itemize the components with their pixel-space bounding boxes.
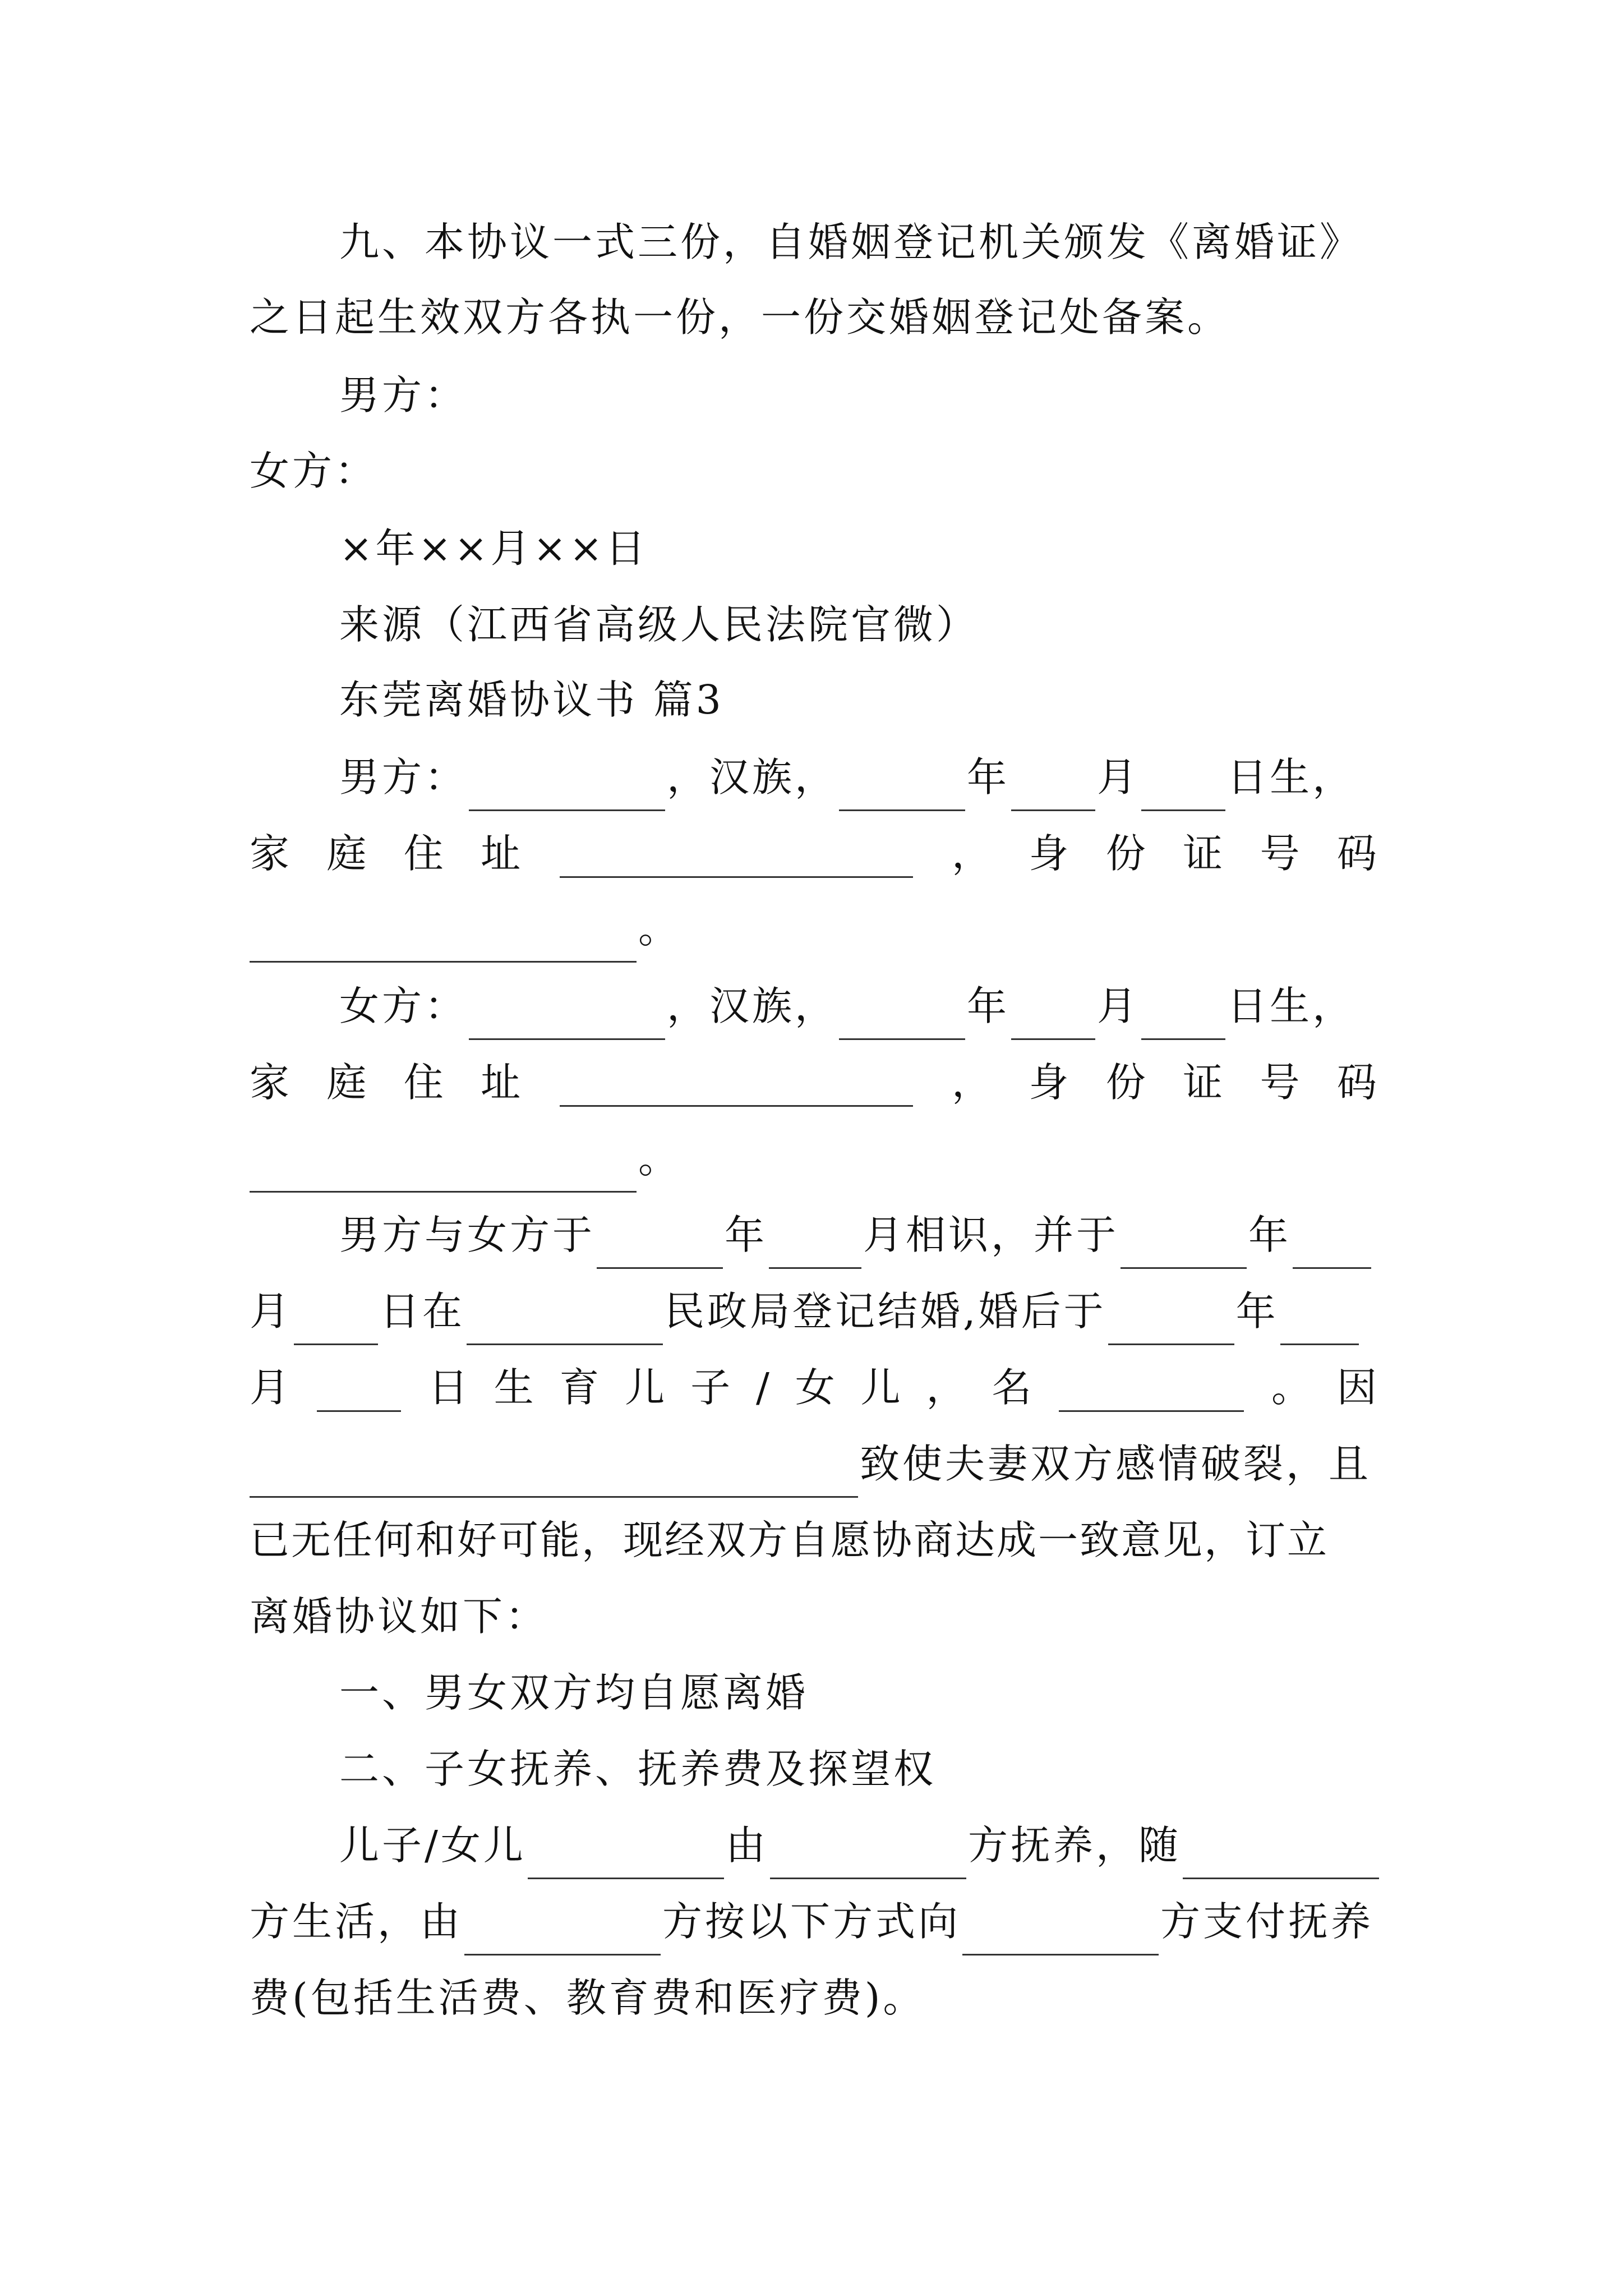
male-address-char: 址 xyxy=(481,830,521,877)
female-address-char: 庭 xyxy=(326,1059,367,1106)
male-address-line xyxy=(250,820,1377,887)
met-month-blank xyxy=(769,1221,861,1269)
female-address-comma: ， xyxy=(951,1059,992,1106)
female-ethnicity: ，汉族， xyxy=(667,983,838,1029)
female-id-char: 份 xyxy=(1105,1059,1146,1106)
child-text-char: 女 xyxy=(795,1364,835,1411)
custody-child-text: 儿子/女儿 xyxy=(339,1822,526,1869)
female-id-period: 。 xyxy=(638,1135,681,1182)
male-ethnicity: ，汉族， xyxy=(667,754,838,800)
met-month-text: 月相识，并于 xyxy=(863,1212,1119,1258)
child-text-char: 日 xyxy=(428,1364,468,1411)
marriage-day-text: 日在 xyxy=(380,1288,465,1335)
marriage-day-blank xyxy=(294,1297,378,1345)
female-label: 女方： xyxy=(339,983,468,1029)
male-info-line xyxy=(339,744,1377,811)
female-address-char: 家 xyxy=(250,1059,290,1106)
male-id-blank xyxy=(250,915,637,963)
female-id-char: 身 xyxy=(1029,1059,1069,1106)
child-text-char: 名 xyxy=(992,1364,1032,1411)
child-birth-year-blank xyxy=(1108,1297,1234,1345)
male-id-char: 号 xyxy=(1260,830,1300,877)
support-note-line: 费(包括生活费、教育费和医疗费)。 xyxy=(250,1975,926,2021)
male-signature-label: 男方： xyxy=(339,372,468,418)
child-name-blank xyxy=(528,1832,724,1879)
item-1: 一、男女双方均自愿离婚 xyxy=(339,1669,809,1716)
female-month-char: 月 xyxy=(1097,983,1140,1029)
child-name-blank xyxy=(1059,1364,1244,1412)
item-2: 二、子女抚养、抚养费及探望权 xyxy=(339,1746,937,1792)
female-day-born: 日生， xyxy=(1227,983,1355,1029)
male-id-line xyxy=(250,895,1377,963)
child-born-line xyxy=(250,1354,1377,1421)
female-id-char: 号 xyxy=(1260,1059,1300,1106)
female-signature-label: 女方： xyxy=(250,448,378,494)
child-birth-day-blank xyxy=(317,1364,401,1412)
child-text-char: 月 xyxy=(250,1364,290,1411)
reason-blank xyxy=(250,1450,858,1498)
child-text-char: ， xyxy=(926,1364,966,1411)
met-text: 男方与女方于 xyxy=(339,1212,596,1258)
no-reconcile-line: 已无任何和好可能，现经双方自愿协商达成一致意见，订立 xyxy=(250,1517,1329,1563)
living-with-blank xyxy=(1183,1832,1379,1879)
male-birth-day-blank xyxy=(1141,763,1225,811)
female-birth-month-blank xyxy=(1011,992,1095,1040)
clause-9-line-1: 九、本协议一式三份，自婚姻登记机关颁发《离婚证》 xyxy=(339,219,1363,265)
custody-line xyxy=(339,1812,1377,1879)
male-id-char: 证 xyxy=(1183,830,1223,877)
civil-affairs-bureau-blank xyxy=(467,1297,663,1345)
female-address-blank xyxy=(560,1059,913,1107)
female-birth-day-blank xyxy=(1141,992,1225,1040)
payer-blank xyxy=(464,1908,661,1955)
child-text-char: 儿 xyxy=(860,1364,901,1411)
female-name-blank xyxy=(469,992,665,1040)
child-text-char: / xyxy=(756,1364,769,1411)
female-address-char: 住 xyxy=(403,1059,444,1106)
payee-blank xyxy=(962,1908,1159,1955)
clause-9-line-2: 之日起生效双方各执一份，一份交婚姻登记处备案。 xyxy=(250,294,1230,341)
child-text-char: 生 xyxy=(494,1364,534,1411)
male-id-char: 码 xyxy=(1336,830,1377,877)
met-year-char: 年 xyxy=(725,1212,768,1258)
custodian-blank xyxy=(770,1832,966,1879)
male-day-born: 日生， xyxy=(1227,754,1355,800)
breakdown-line xyxy=(250,1430,1377,1498)
female-address-char: 址 xyxy=(481,1059,521,1106)
male-address-char: 住 xyxy=(403,830,444,877)
female-address-line xyxy=(250,1049,1377,1116)
male-birth-month-blank xyxy=(1011,763,1095,811)
source-note: 来源（江西省高级人民法院官微） xyxy=(339,601,979,648)
child-text-char: 儿 xyxy=(625,1364,665,1411)
breakdown-text: 致使夫妻双方感情破裂，且 xyxy=(860,1441,1372,1487)
female-id-line xyxy=(250,1125,1377,1193)
male-year-char: 年 xyxy=(967,754,1010,800)
female-id-blank xyxy=(250,1145,637,1193)
female-id-char: 码 xyxy=(1336,1059,1377,1106)
marriage-text: 民政局登记结婚,婚后于 xyxy=(665,1288,1106,1335)
section-heading: 东莞离婚协议书 篇3 xyxy=(339,677,724,723)
signature-date: ×年××月××日 xyxy=(339,525,648,572)
female-year-char: 年 xyxy=(967,983,1010,1029)
male-id-char: 份 xyxy=(1105,830,1146,877)
marriage-month-blank xyxy=(1293,1221,1371,1269)
male-address-comma: ， xyxy=(951,830,992,877)
female-info-line xyxy=(339,973,1377,1040)
male-address-char: 庭 xyxy=(326,830,367,877)
child-text-char: 子 xyxy=(690,1364,731,1411)
male-month-char: 月 xyxy=(1097,754,1140,800)
support-text-b: 方按以下方式向 xyxy=(662,1898,961,1945)
marriage-line xyxy=(250,1278,1377,1345)
male-address-char: 家 xyxy=(250,830,290,877)
male-name-blank xyxy=(469,763,665,811)
met-line xyxy=(339,1202,1377,1269)
child-text-char: 因 xyxy=(1336,1364,1377,1411)
agreement-intro-line: 离婚协议如下： xyxy=(250,1593,548,1640)
marriage-year-blank xyxy=(1121,1221,1247,1269)
support-text-c: 方支付抚养 xyxy=(1160,1898,1374,1945)
male-address-blank xyxy=(560,830,913,878)
marriage-year-char: 年 xyxy=(1248,1212,1292,1258)
custody-by-text: 由 xyxy=(725,1822,768,1869)
male-birth-year-blank xyxy=(839,763,965,811)
male-id-char: 身 xyxy=(1029,830,1069,877)
child-birth-year-char: 年 xyxy=(1235,1288,1279,1335)
met-year-blank xyxy=(597,1221,723,1269)
female-birth-year-blank xyxy=(839,992,965,1040)
support-text-a: 方生活，由 xyxy=(250,1898,463,1945)
marriage-month-char: 月 xyxy=(250,1288,293,1335)
support-line xyxy=(250,1888,1377,1955)
child-text-char: 。 xyxy=(1271,1364,1312,1411)
male-label: 男方： xyxy=(339,754,468,800)
child-birth-month-blank xyxy=(1280,1297,1359,1345)
male-id-period: 。 xyxy=(638,905,681,952)
female-id-char: 证 xyxy=(1183,1059,1223,1106)
child-text-char: 育 xyxy=(559,1364,600,1411)
custody-text: 方抚养，随 xyxy=(967,1822,1181,1869)
